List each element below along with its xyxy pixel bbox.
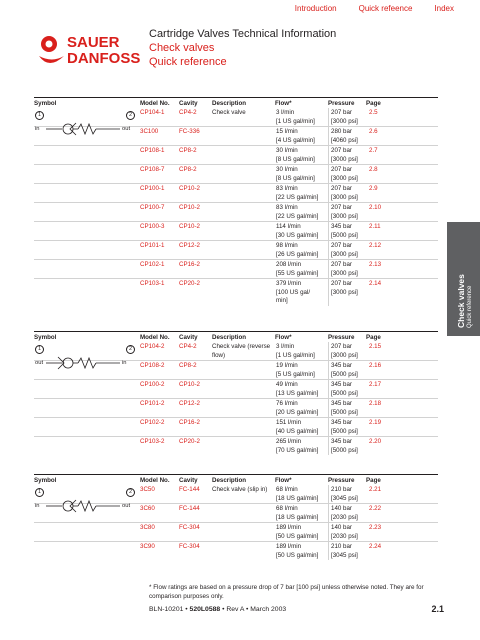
description-cell [212,361,275,379]
cavity-link[interactable]: CP16-2 [179,261,200,268]
flow-value: [70 US gal/min] [276,446,319,454]
page-reference-link[interactable]: 2.5 [369,109,378,116]
nav-index-link[interactable]: Index [434,4,454,13]
description-cell [212,279,275,306]
model-number-link[interactable]: CP101-1 [140,242,165,249]
table-row [34,202,438,221]
flow-value: [18 US gal/min] [276,494,319,502]
description-cell [212,380,275,398]
cavity-link[interactable]: CP10-2 [179,381,200,388]
column-header-page: Page [366,334,381,341]
pressure-cell [328,241,366,259]
cavity-link[interactable]: CP16-2 [179,419,200,426]
cavity-link[interactable]: CP8-2 [179,362,197,369]
cavity-link[interactable]: FC-304 [179,543,200,550]
pressure-value: 345 bar [331,362,352,369]
pressure-value: 345 bar [331,438,352,445]
pressure-cell [328,260,366,278]
section-side-tab[interactable] [447,222,480,336]
pressure-cell [328,108,366,126]
reverse-flow-check-valve-table [34,331,438,455]
flow-cell [275,203,328,221]
pressure-value: [5000 psi] [331,427,358,435]
port-number-left: 1 [35,111,44,120]
page-reference-link[interactable]: 2.10 [369,204,382,211]
flow-cell [275,260,328,278]
model-number-link[interactable]: CP108-7 [140,166,165,173]
flow-value: 3 l/min [276,109,295,116]
pressure-cell [328,361,366,379]
flow-cell [275,504,328,522]
pressure-value: [5000 psi] [331,231,358,239]
pressure-value: [3000 psi] [331,212,358,220]
flow-cell [275,485,328,503]
flow-value: [22 US gal/min] [276,212,319,220]
column-header-page: Page [366,477,381,484]
column-header-pressure: Pressure [328,477,355,484]
pressure-value: 345 bar [331,223,352,230]
pressure-value: 207 bar [331,185,352,192]
port-number-right: 2 [126,111,135,120]
cavity-link[interactable]: FC-144 [179,486,200,493]
column-header-flow: Flow* [275,100,292,107]
port-number-left: 1 [35,488,44,497]
flow-cell [275,165,328,183]
model-number-link[interactable]: CP108-2 [140,362,165,369]
flow-value: [1 US gal/min] [276,117,315,125]
pressure-value: [2030 psi] [331,513,358,521]
valve-symbol-diagram [34,343,138,403]
model-number-link[interactable]: CP102-1 [140,261,165,268]
cavity-link[interactable]: CP20-2 [179,280,200,287]
flow-value: [8 US gal/min] [276,174,315,182]
pressure-cell [328,127,366,145]
flow-value: 379 l/min [276,280,302,287]
pressure-cell [328,203,366,221]
flow-cell [275,380,328,398]
flow-value: [40 US gal/min] [276,427,319,435]
check-valve-icon [34,121,138,137]
pressure-value: [5000 psi] [331,446,358,454]
pressure-value: [3045 psi] [331,494,358,502]
pressure-cell [328,146,366,164]
flow-value: 68 l/min [276,505,298,512]
model-number-link[interactable]: CP101-2 [140,400,165,407]
column-header-cavity: Cavity [179,100,198,107]
footer-doc-number: BLN-10201 • [149,606,188,613]
flow-value: 208 l/min [276,261,302,268]
cavity-link[interactable]: CP10-2 [179,223,200,230]
nav-quick-reference-link[interactable]: Quick refeence [358,4,413,13]
model-number-link[interactable]: 3C50 [140,486,155,493]
flow-value: [4 US gal/min] [276,136,315,144]
pressure-value: 207 bar [331,343,352,350]
column-header-cavity: Cavity [179,334,198,341]
symbol-cell [34,260,140,278]
flow-cell [275,279,328,306]
pressure-value: 207 bar [331,147,352,154]
model-number-link[interactable]: CP100-3 [140,223,165,230]
description-cell [212,222,275,240]
footer-revision: • Rev A • March 2003 [222,606,287,613]
column-header-model: Model No. [140,334,170,341]
flow-cell [275,399,328,417]
pressure-value: 207 bar [331,261,352,268]
description-cell [212,523,275,541]
port-label-left: in [35,126,40,132]
pressure-value: [3000 psi] [331,155,358,163]
flow-value: [1 US gal/min] [276,351,315,359]
cavity-link[interactable]: CP10-2 [179,204,200,211]
check-valve-table [34,97,438,306]
flow-value: 30 l/min [276,147,298,154]
check-valve-icon [34,498,138,514]
flow-value: 114 l/min [276,223,301,230]
document-subtitle: Check valves [149,42,215,54]
logo-text-sauer: SAUER [67,34,120,51]
flow-value: 15 l/min [276,128,298,135]
symbol-cell [34,279,140,306]
flow-cell [275,184,328,202]
flow-value: 49 l/min [276,381,298,388]
port-label-right: out [122,503,131,509]
flow-value: 83 l/min [276,185,298,192]
pressure-cell [328,380,366,398]
cavity-link[interactable]: FC-336 [179,128,200,135]
port-label-right: out [122,126,131,132]
port-label-right: in [122,360,127,366]
pressure-value: 210 bar [331,486,352,493]
flow-value: 68 l/min [276,486,298,493]
table-row [34,221,438,240]
flow-value: 19 l/min [276,362,298,369]
flow-value: 98 l/min [276,242,298,249]
flow-value: 30 l/min [276,166,298,173]
model-number-link[interactable]: CP100-2 [140,381,165,388]
valve-symbol-diagram [34,109,138,169]
table-row [34,183,438,202]
flow-cell [275,108,328,126]
flow-cell [275,241,328,259]
symbol-cell [34,222,140,240]
pressure-value: [5000 psi] [331,389,358,397]
pressure-cell [328,279,366,306]
model-number-link[interactable]: 3C60 [140,505,155,512]
page-reference-link[interactable]: 2.18 [369,400,382,407]
cavity-link[interactable]: CP8-2 [179,147,197,154]
table-row [34,259,438,278]
flow-cell [275,342,328,360]
flow-cell [275,146,328,164]
table-header [34,332,438,342]
column-header-cavity: Cavity [179,477,198,484]
cavity-link[interactable]: CP20-2 [179,438,200,445]
page-reference-link[interactable]: 2.17 [369,381,382,388]
model-number-link[interactable]: CP108-1 [140,147,165,154]
pressure-value: 140 bar [331,524,352,531]
page-reference-link[interactable]: 2.15 [369,343,382,350]
description-cell [212,127,275,145]
pressure-value: [3000 psi] [331,193,358,201]
port-number-left: 1 [35,345,44,354]
pressure-cell [328,184,366,202]
page-reference-link[interactable]: 2.23 [369,524,382,531]
flow-value: 189 l/min [276,524,302,531]
table-row [34,417,438,436]
flow-value: 3 l/min [276,343,295,350]
pressure-cell [328,399,366,417]
description-cell [212,184,275,202]
description-cell [212,146,275,164]
column-header-pressure: Pressure [328,334,355,341]
page-reference-link[interactable]: 2.14 [369,280,382,287]
description-cell [212,203,275,221]
check-valve-icon [34,355,138,371]
column-header-description: Description [212,334,247,341]
cavity-link[interactable]: CP4-2 [179,109,197,116]
port-number-right: 2 [126,345,135,354]
flow-cell [275,418,328,436]
flow-cell [275,542,328,560]
description-cell: Check valve (slip in) [212,486,268,493]
page-number: 2.1 [431,604,444,614]
pressure-value: [5000 psi] [331,408,358,416]
flow-value: min] [276,297,288,304]
document-subtitle-2: Quick reference [149,56,227,68]
column-header-model: Model No. [140,477,170,484]
pressure-value: [3000 psi] [331,288,358,296]
pressure-value: 207 bar [331,204,352,211]
pressure-value: 207 bar [331,109,352,116]
table-row [34,278,438,306]
description-cell [212,399,275,417]
column-header-symbol: Symbol [34,334,57,341]
column-header-description: Description [212,477,247,484]
cavity-link[interactable]: CP12-2 [179,242,200,249]
flow-value: 189 l/min [276,543,302,550]
flow-value: [50 US gal/min] [276,532,319,540]
model-number-link[interactable]: CP103-1 [140,280,165,287]
cavity-link[interactable]: FC-304 [179,524,200,531]
model-number-link[interactable]: CP102-2 [140,419,165,426]
document-title: Cartridge Valves Technical Information [149,28,337,40]
page-reference-link[interactable]: 2.16 [369,362,382,369]
model-number-link[interactable]: CP104-1 [140,109,165,116]
pressure-value: [2030 psi] [331,532,358,540]
symbol-cell [34,241,140,259]
model-number-link[interactable]: CP100-7 [140,204,165,211]
pressure-value: 207 bar [331,280,352,287]
description-cell [212,260,275,278]
sauer-danfoss-logo [36,30,144,70]
description-cell [212,165,275,183]
table-header [34,475,438,485]
description-cell [212,504,275,522]
page-reference-link[interactable]: 2.12 [369,242,382,249]
pressure-value: [5000 psi] [331,370,358,378]
page-reference-link[interactable]: 2.11 [369,223,381,230]
pressure-cell [328,542,366,560]
pressure-value: 207 bar [331,166,352,173]
column-header-flow: Flow* [275,334,292,341]
port-label-left: out [35,360,44,366]
flow-value: [26 US gal/min] [276,250,319,258]
pressure-cell [328,418,366,436]
document-header [149,27,336,69]
column-header-symbol: Symbol [34,100,57,107]
flow-value: [13 US gal/min] [276,389,319,397]
column-header-pressure: Pressure [328,100,355,107]
pressure-cell [328,222,366,240]
flow-value: [8 US gal/min] [276,155,315,163]
cavity-link[interactable]: CP4-2 [179,343,197,350]
page-reference-link[interactable]: 2.19 [369,419,382,426]
pressure-value: [3000 psi] [331,351,358,359]
flow-cell [275,127,328,145]
model-number-link[interactable]: 3C100 [140,128,159,135]
port-number-right: 2 [126,488,135,497]
page-reference-link[interactable]: 2.13 [369,261,382,268]
cavity-link[interactable]: CP10-2 [179,185,200,192]
cavity-link[interactable]: FC-144 [179,505,200,512]
page-reference-link[interactable]: 2.6 [369,128,378,135]
pressure-cell [328,504,366,522]
flow-value: [30 US gal/min] [276,231,319,239]
model-number-link[interactable]: CP100-1 [140,185,165,192]
page-reference-link[interactable]: 2.8 [369,166,378,173]
pressure-value: [3045 psi] [331,551,358,559]
pressure-cell [328,437,366,455]
flow-cell [275,361,328,379]
cavity-link[interactable]: CP8-2 [179,166,197,173]
description-cell: Check valve [212,109,246,116]
page-reference-link[interactable]: 2.20 [369,438,382,445]
model-number-link[interactable]: 3C90 [140,543,155,550]
pressure-value: [4060 psi] [331,136,358,144]
pressure-value: 345 bar [331,381,352,388]
valve-symbol-diagram [34,486,138,546]
footer-code: 520L0588 [189,606,221,613]
column-header-page: Page [366,100,381,107]
description-cell [212,241,275,259]
symbol-cell [34,203,140,221]
flow-value: 76 l/min [276,400,298,407]
pressure-value: [3000 psi] [331,174,358,182]
flow-value: [100 US gal/ [276,288,311,296]
model-number-link[interactable]: CP104-2 [140,343,165,350]
logo-text-danfoss: DANFOSS [67,50,141,67]
pressure-value: [3000 psi] [331,117,358,125]
pressure-value: 345 bar [331,400,352,407]
column-header-flow: Flow* [275,477,292,484]
symbol-cell [34,184,140,202]
flow-value: [20 US gal/min] [276,408,319,416]
model-number-link[interactable]: CP103-2 [140,438,165,445]
description-cell: Check valve (reverse flow) [212,343,271,359]
pressure-value: 210 bar [331,543,352,550]
description-cell [212,542,275,560]
pressure-value: 207 bar [331,242,352,249]
pressure-cell [328,342,366,360]
symbol-cell [34,437,140,455]
flow-rating-footnote: * Flow ratings are based on a pressure drop of 7 bar [100 psi] unless otherwise noted. They are for comparison purposes only. [149,584,424,600]
top-nav [295,4,454,13]
flow-value: [55 US gal/min] [276,269,319,277]
column-header-model: Model No. [140,100,170,107]
table-row [34,240,438,259]
flow-cell [275,523,328,541]
pressure-value: 280 bar [331,128,352,135]
pressure-cell [328,485,366,503]
slip-in-check-valve-table [34,474,438,560]
cavity-link[interactable]: CP12-2 [179,400,200,407]
flow-value: [18 US gal/min] [276,513,319,521]
pressure-value: [3000 psi] [331,250,358,258]
description-cell [212,437,275,455]
column-header-symbol: Symbol [34,477,57,484]
flow-value: [50 US gal/min] [276,551,319,559]
page-reference-link[interactable]: 2.7 [369,147,378,154]
table-header [34,98,438,108]
pressure-value: 345 bar [331,419,352,426]
page-reference-link[interactable]: 2.21 [369,486,382,493]
flow-cell [275,437,328,455]
nav-introduction-link[interactable]: Introduction [294,4,337,13]
flow-value: 151 l/min [276,419,302,426]
flow-value: 83 l/min [276,204,298,211]
pressure-value: 140 bar [331,505,352,512]
pressure-cell [328,165,366,183]
flow-cell [275,222,328,240]
model-number-link[interactable]: 3C80 [140,524,155,531]
flow-value: [5 US gal/min] [276,370,315,378]
page-reference-link[interactable]: 2.9 [369,185,378,192]
port-label-left: in [35,503,40,509]
document-footer [149,606,286,613]
side-tab-title: Check valves [456,274,466,328]
column-header-description: Description [212,100,247,107]
page-reference-link[interactable]: 2.24 [369,543,382,550]
page-reference-link[interactable]: 2.22 [369,505,382,512]
flow-value: [22 US gal/min] [276,193,319,201]
table-row [34,436,438,455]
side-tab-subtitle: Quick reference [467,285,473,328]
flow-value: 265 l/min [276,438,302,445]
description-cell [212,418,275,436]
pressure-value: [3000 psi] [331,269,358,277]
pressure-cell [328,523,366,541]
symbol-cell [34,418,140,436]
